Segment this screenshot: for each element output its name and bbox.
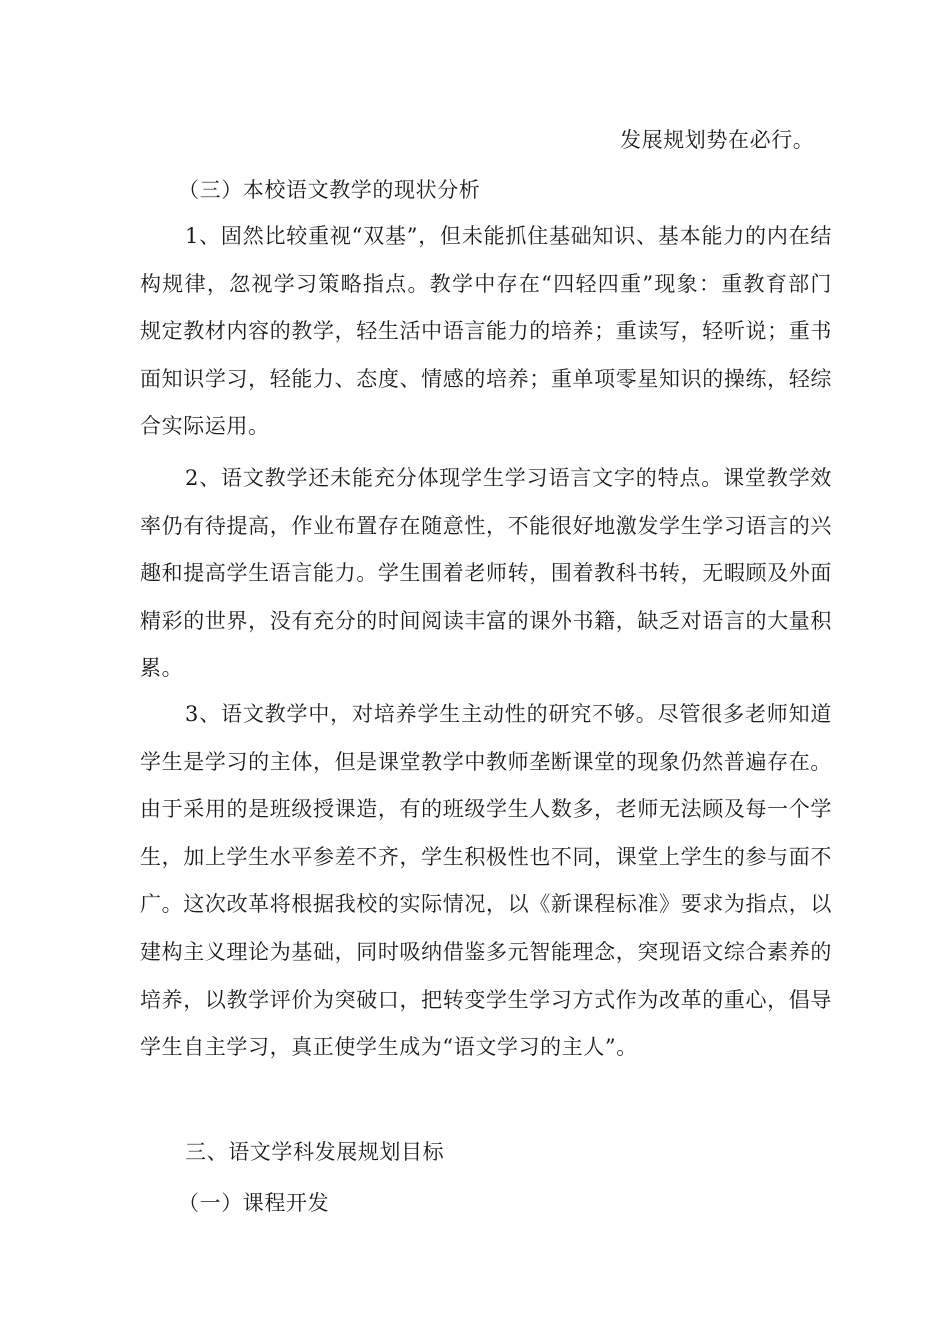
subheading-course-development: （一）课程开发: [178, 1191, 330, 1215]
section-heading-goals: 三、语文学科发展规划目标: [185, 1140, 445, 1164]
paragraph-1: 1、固然比较重视“双基”，但未能抓住基础知识、基本能力的内在结构规律，忽视学习策略指点。教学中存在“四轻四重”现象：重教育部门规定教材内容的教学，轻生活中语言能力的培养；重读写，轻听说；重书面知识学习，轻能力、态度、情感的培养；重单项零星知识的操练，轻综合实际运用。: [140, 224, 832, 439]
subheading-current-situation: （三）本校语文教学的现状分析: [178, 178, 481, 202]
continuation-line: 发展规划势在必行。: [620, 128, 815, 152]
paragraph-3: 3、语文教学中，对培养学生主动性的研究不够。尽管很多老师知道学生是学习的主体，但是课堂教学中教师垄断课堂的现象仍然普遍存在。由于采用的是班级授课造，有的班级学生人数多，老师无法顾及每一个学生，加上学生水平参差不齐，学生积极性也不同，课堂上学生的参与面不广。这次改革将根据我校的实际情况，以《新课程标准》要求为指点，以建构主义理论为基础，同时吸纳借鉴多元智能理念，突现语文综合素养的培养，以教学评价为突破口，把转变学生学习方式作为改革的重心，倡导学生自主学习，真正使学生成为“语文学习的主人”。: [140, 702, 832, 1060]
paragraph-2: 2、语文教学还未能充分体现学生学习语言文字的特点。课堂教学效率仍有待提高，作业布置存在随意性，不能很好地激发学生学习语言的兴趣和提高学生语言能力。学生围着老师转，围着教科书转，无暇顾及外面精彩的世界，没有充分的时间阅读丰富的课外书籍，缺乏对语言的大量积累。: [140, 466, 832, 681]
